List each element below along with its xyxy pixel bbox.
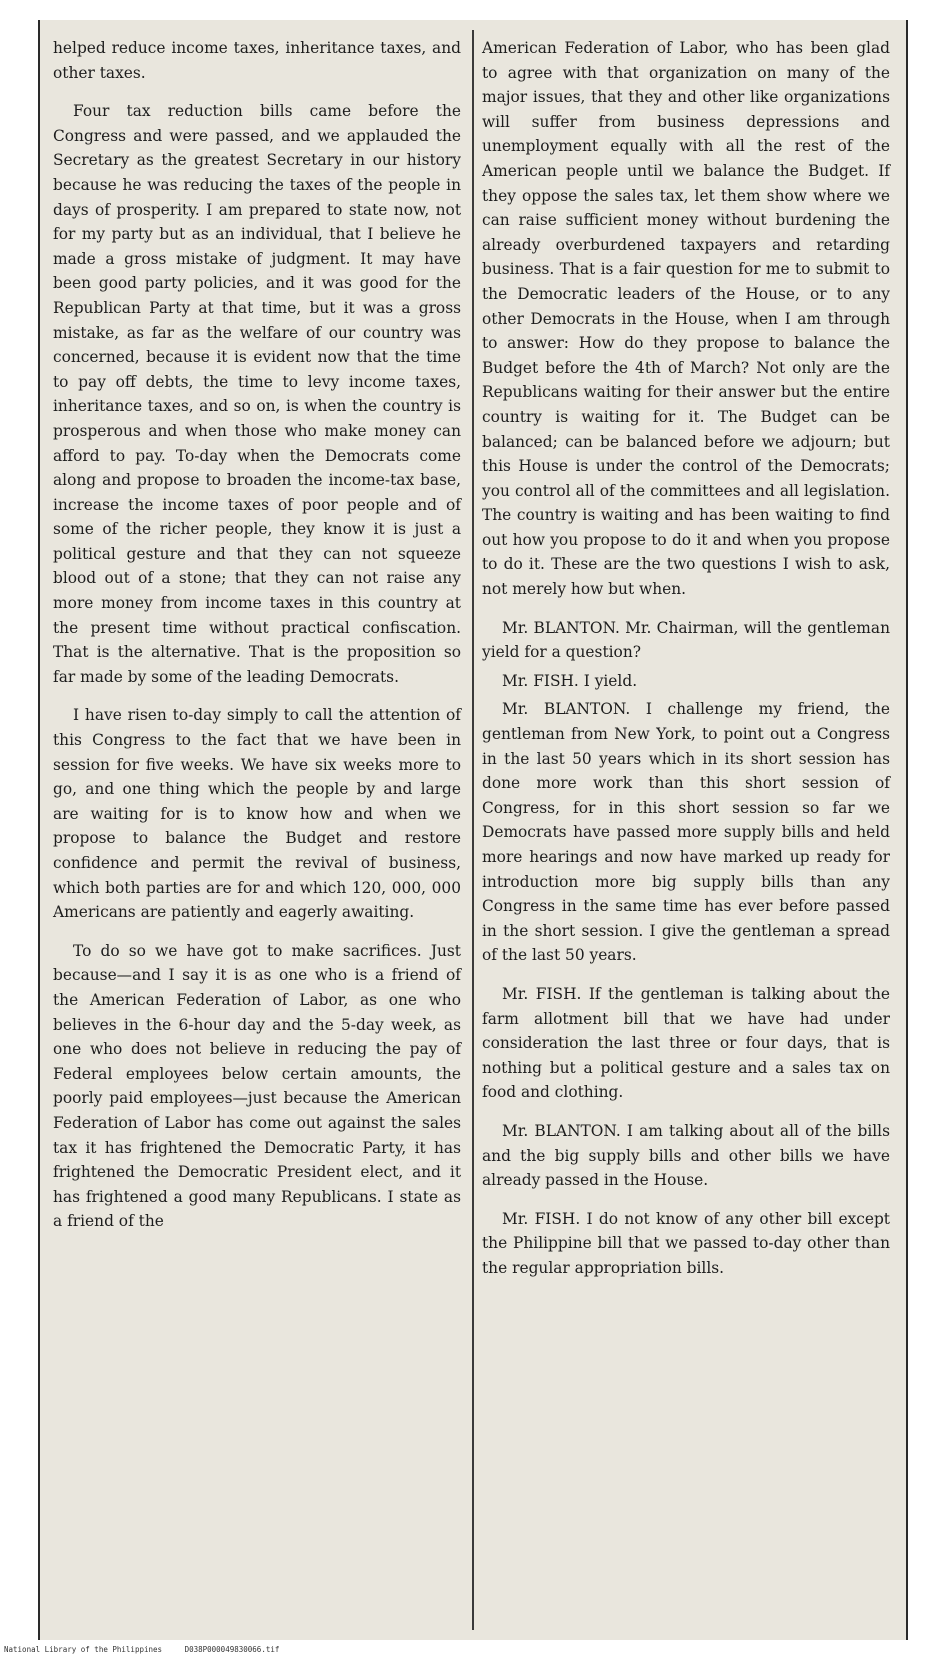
footer-file-id: D038P000049830066.tif — [184, 1645, 280, 1654]
right-paragraph-3: Mr. FISH. I yield. — [502, 671, 638, 690]
left-paragraph-3: I have risen to-day simply to call the attention of this Congress to the fact that we have been in session for five weeks. We have six weeks more to go, and one thing which the people by and large are waiting for is to know how and when we propose to balance the Budget and restore confidence and permit the revival of business, which both parties are for and which 120, 000, 000 Americans are patiently and eagerly awaiting. — [53, 706, 461, 922]
newspaper-page — [38, 20, 908, 1640]
scan-footer — [4, 1645, 297, 1654]
right-column — [482, 36, 890, 1295]
right-paragraph-2: Mr. BLANTON. Mr. Chairman, will the gentleman yield for a question? — [482, 618, 890, 662]
right-paragraph-7: Mr. FISH. I do not know of any other bill except the Philippine bill that we passed to-day other than the regular appropriation bills. — [482, 1209, 890, 1277]
right-paragraph-5: Mr. FISH. If the gentleman is talking about the farm allotment bill that we have had under consideration the last three or four days, that is nothing but a political gesture and a sales tax on food and clothing. — [482, 984, 890, 1102]
left-column — [53, 36, 461, 1248]
column-divider — [472, 30, 474, 1630]
right-paragraph-4: Mr. BLANTON. I challenge my friend, the gentleman from New York, to point out a Congress in the last 50 years which in its short session has done more work than this short session of Congress, for in this short session so far we Democrats have passed more supply bills and held more hearings and now have marked up ready for introduction more big supply bills than any Congress in the same time has ever before passed in the short session. I give the gentleman a spread of the last 50 years. — [482, 700, 890, 965]
left-paragraph-1: helped reduce income taxes, inheritance taxes, and other taxes. — [53, 39, 461, 82]
left-paragraph-4: To do so we have got to make sacrifices. Just because—and I say it is as one who is a friend of the American Federation of Labor, as one who believes in the 6-hour day and the 5-day week, as one who does not believe in reducing the pay of Federal employees below certain amounts, the poorly paid employees—just because the American Federation of Labor has come out against the sales tax it has frightened the Democratic Party, it has frightened the Democratic President elect, and it has frightened a good many Republicans. I state as a friend of the — [53, 941, 461, 1231]
right-paragraph-1: American Federation of Labor, who has been glad to agree with that organization on many of the major issues, that they and other like organizations will suffer from business depressions and unemployment equally with all the rest of the American people until we balance the Budget. If they oppose the sales tax, let them show where we can raise sufficient money without burdening the already overburdened taxpayers and retarding business. That is a fair question for me to submit to the Democratic leaders of the House, or to any other Democrats in the House, when I am through to answer: How do they propose to balance the Budget before the 4th of March? Not only are the Republicans waiting for their answer but the entire country is waiting for it. The Budget can be balanced; can be balanced before we adjourn; but this House is under the control of the Democrats; you control all of the committees and all legislation. The country is waiting and has been waiting to find out how you propose to do it and when you propose to do it. These are the two questions I wish to ask, not merely how but when. — [482, 39, 890, 599]
left-paragraph-2: Four tax reduction bills came before the Congress and were passed, and we applauded the Secretary as the greatest Secretary in our history because he was reducing the taxes of the people in days of prosperity. I am prepared to state now, not for my party but as an individual, that I believe he made a gross mistake of judgment. It may have been good party policies, and it was good for the Republican Party at that time, but it was a gross mistake, as far as the welfare of our country was concerned, because it is evident now that the time to pay off debts, the time to levy income taxes, inheritance taxes, and so on, is when the country is prosperous and when those who make money can afford to pay. To-day when the Democrats come along and propose to broaden the income-tax base, increase the income taxes of poor people and of some of the richer people, they know it is just a political gesture and that they can not squeeze blood out of a stone; that they can not raise any more money from income taxes in this country at the present time without practical confiscation. That is the alternative. That is the proposition so far made by some of the leading Democrats. — [53, 102, 461, 686]
right-paragraph-6: Mr. BLANTON. I am talking about all of the bills and the big supply bills and other bills we have already passed in the House. — [482, 1121, 890, 1190]
footer-library: National Library of the Philippines — [4, 1645, 163, 1654]
